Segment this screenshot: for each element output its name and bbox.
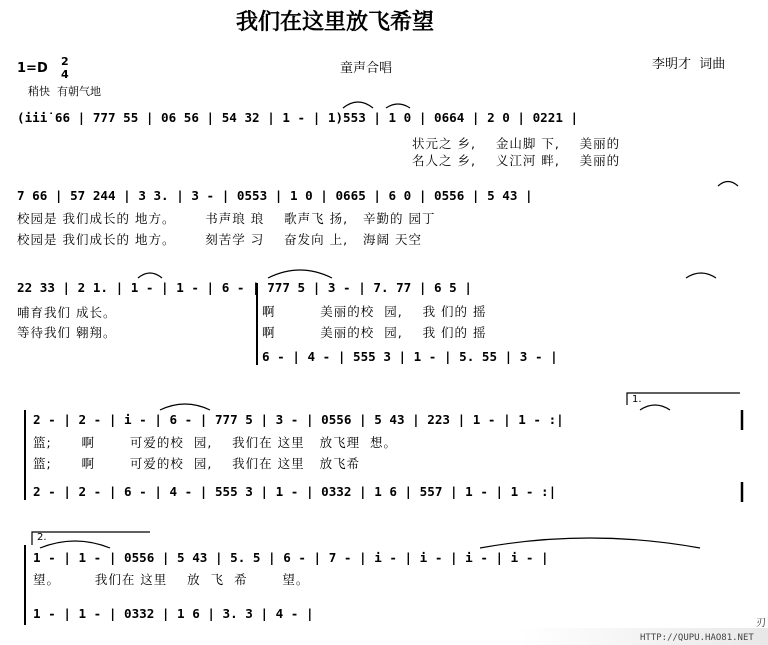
slur-2 [386,104,410,108]
system-4-notes-top: 2 - | 2 - | i - | 6 - | 777 5 | 3 - | 0556 | 5 43 | 223 | 1 - | 1 - :| [33,412,564,427]
slur-5 [268,270,332,278]
slur-6 [686,273,716,278]
slur-8 [640,405,670,410]
slur-9 [40,541,110,548]
song-title: 我们在这里放飞希望 [236,10,435,35]
system-3-choir-lyric-1: 啊 美丽的校 园, 我 们的 摇 [262,304,487,319]
key-signature: 1=D [17,61,48,76]
system-1-notes: (i̇i̇i̇ 66 | 777 55 | 06 56 | 54 32 | 1 - | 1)553 | 1 0 | 0664 | 2 0 | 0221 | [17,110,579,125]
system-5-notes-top: 1 - | 1 - | 0556 | 5 43 | 5. 5 | 6 - | 7 - | i - | i - | i - | i - | [33,550,549,565]
slur-3 [718,182,738,187]
system-3-lyric-verse-1: 哺育我们 成长。 [17,305,117,320]
volta-1-label: 1. [632,394,642,405]
system-4-lyric-verse-2: 篮; 啊 可爱的校 园, 我们在 这里 放飞希 [33,456,361,471]
performance-note: 童声合唱 [340,61,393,76]
system-5-lyric: 望。 我们在 这里 放 飞 希 望。 [33,572,310,587]
system-3-notes-bottom: 6 - | 4 - | 555 3 | 1 - | 5. 55 | 3 - | [262,349,558,364]
system-3-lyric-verse-2: 等待我们 翱翔。 [17,325,117,340]
system-2-lyric-verse-2: 校园是 我们成长的 地方。 刻苦学 习 奋发向 上, 海阔 天空 [17,232,422,247]
system-3-choir-lyric-2: 啊 美丽的校 园, 我 们的 摇 [262,325,487,340]
slur-4 [138,273,162,278]
slur-10 [480,538,700,548]
system-4-lyric-verse-1: 篮; 啊 可爱的校 园, 我们在 这里 放飞理 想。 [33,435,398,450]
volta-1-bracket [627,393,740,405]
time-signature-top: 2 [61,55,69,68]
system-3-notes-top: 22 33 | 2 1. | 1 - | 1 - | 6 - | 777 5 | 3 - | 7. 77 | 6 5 | [17,280,472,295]
watermark-corner-glyph: 刃 [756,618,766,629]
volta-2-label: 2. [37,532,47,543]
system-2-lyric-verse-1: 校园是 我们成长的 地方。 书声琅 琅 歌声飞 扬, 辛勤的 园丁 [17,211,436,226]
slur-7 [160,404,210,410]
system-2-notes: 7 66 | 57 244 | 3 3. | 3 - | 0553 | 1 0 | 0665 | 6 0 | 0556 | 5 43 | [17,188,533,203]
system-4-notes-bottom: 2 - | 2 - | 6 - | 4 - | 555 3 | 1 - | 0332 | 1 6 | 557 | 1 - | 1 - :| [33,484,557,499]
tempo-marking: 稍快 有朝气地 [28,85,101,98]
slur-1 [343,102,373,108]
watermark-url: HTTP://QUPU.HAO81.NET [640,633,754,643]
credits: 李明才 词曲 [652,57,726,72]
system-1-lyric-verse-2: 名人之 乡, 义江河 畔, 美丽的 [412,153,621,168]
system-1-lyric-verse-1: 状元之 乡, 金山脚 下, 美丽的 [412,136,621,151]
system-5-notes-bottom: 1 - | 1 - | 0332 | 1 6 | 3. 3 | 4 - | [33,606,314,621]
time-signature-bottom: 4 [61,68,69,81]
